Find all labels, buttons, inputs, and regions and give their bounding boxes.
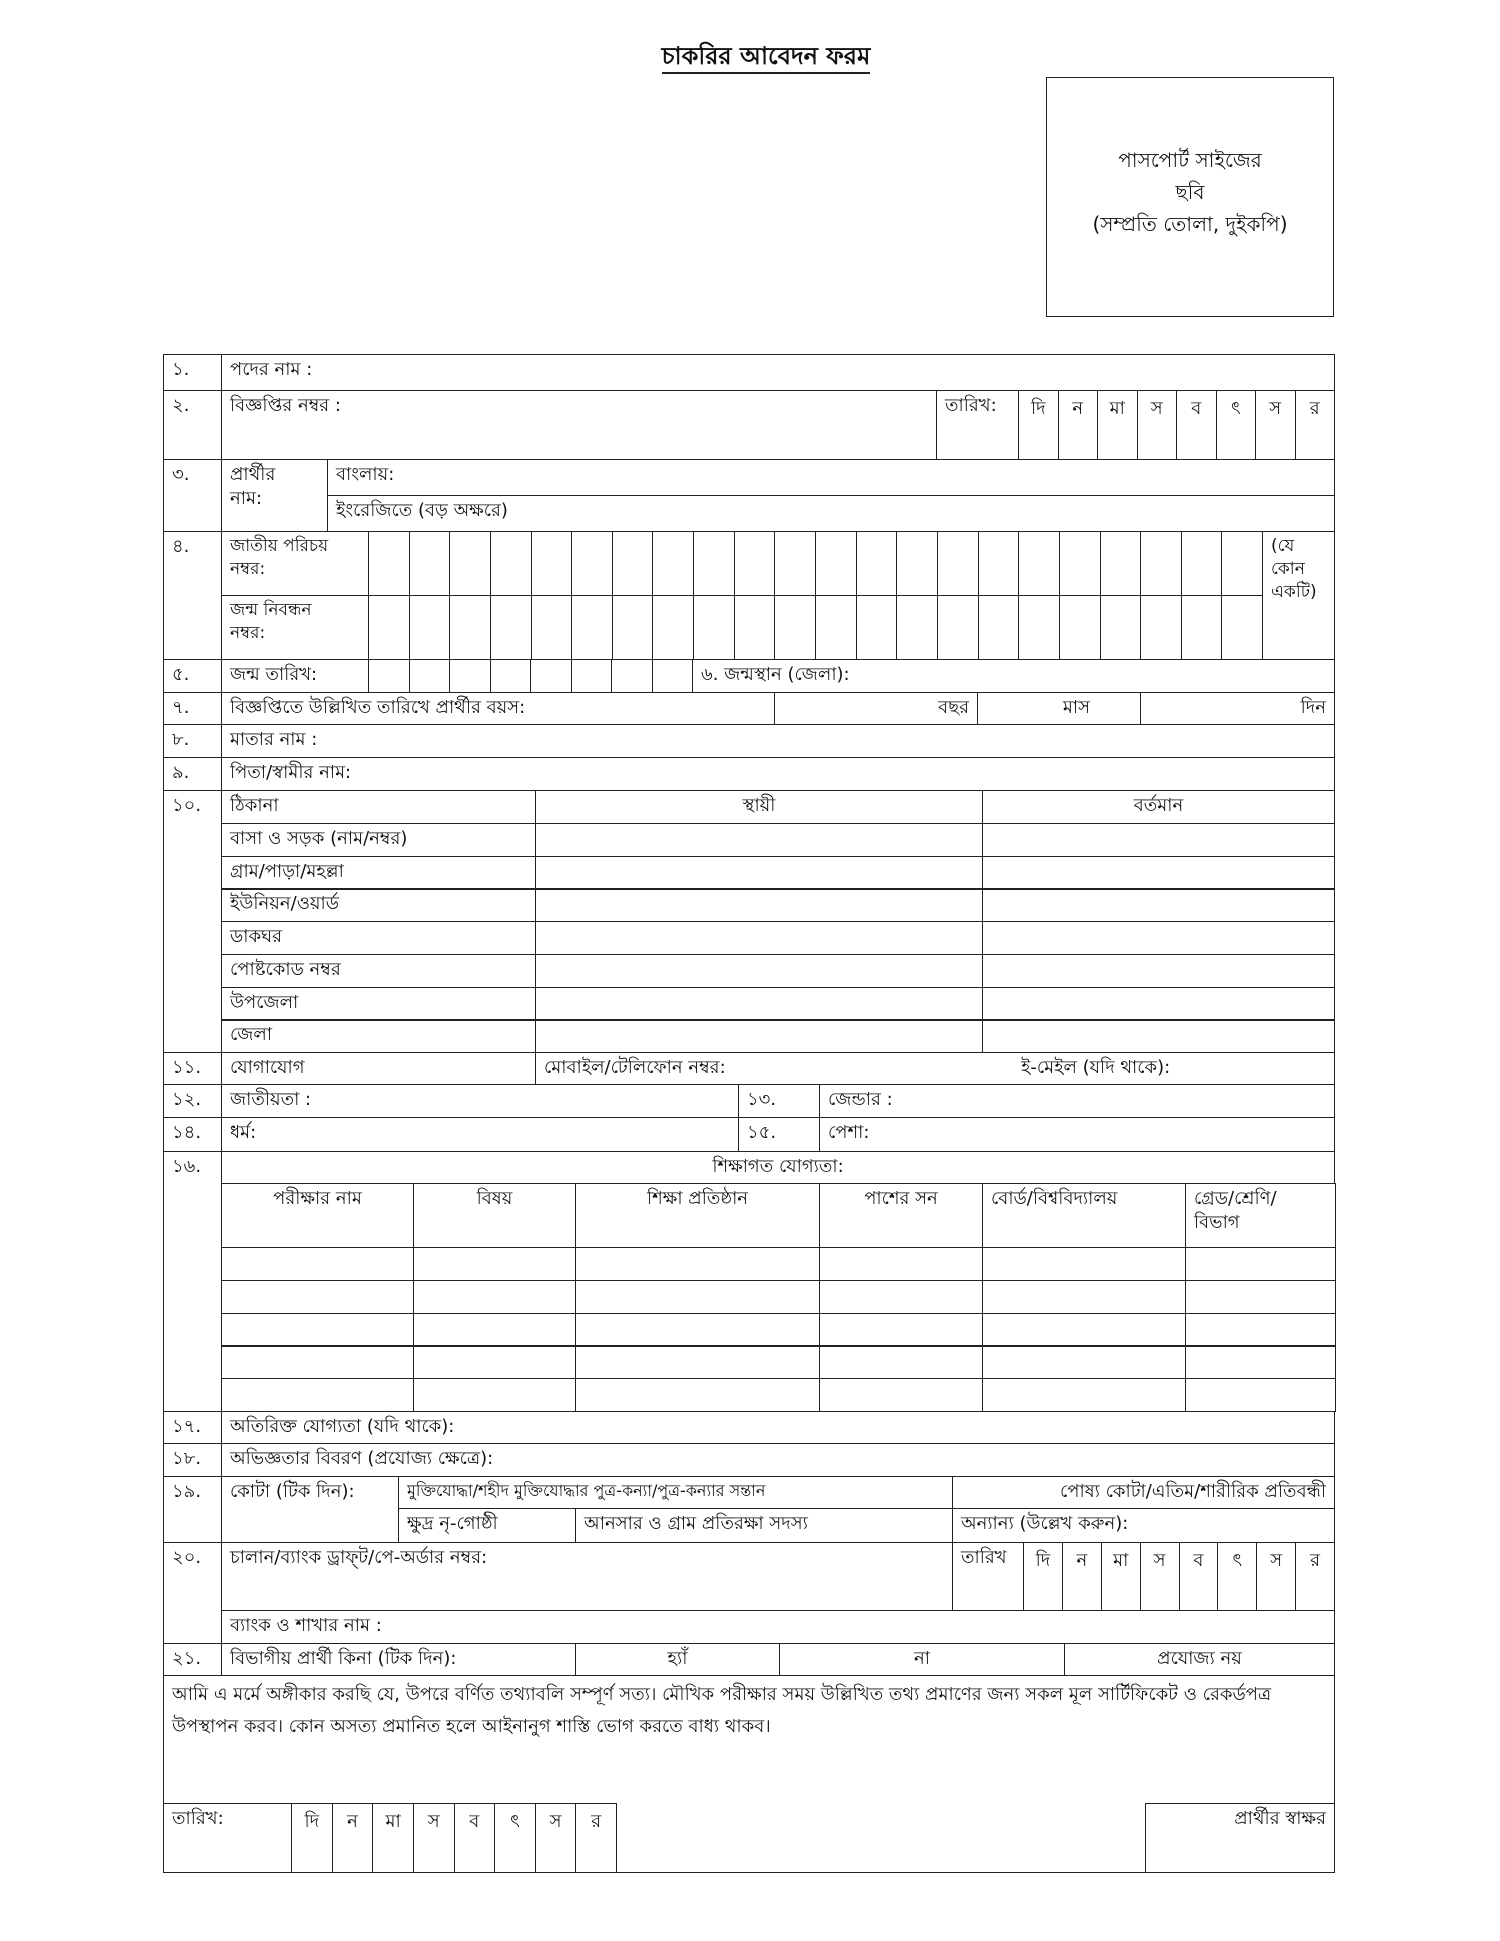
present-address-input[interactable] [982,888,1335,922]
digit-box[interactable] [369,660,409,692]
education-column-header: বিষয় [413,1183,576,1248]
mother-name-field[interactable]: মাতার নাম : [221,724,1335,758]
date-digit-box[interactable]: ব [1176,391,1216,459]
permanent-address-input[interactable] [535,888,983,922]
education-cell[interactable] [575,1247,820,1281]
education-cell[interactable] [221,1313,414,1347]
digit-box[interactable] [774,532,815,595]
nid-label [221,531,369,596]
education-column-header: শিক্ষা প্রতিষ্ঠান [575,1183,820,1248]
digit-box[interactable] [490,532,531,595]
passport-photo-box [1046,77,1334,317]
education-cell[interactable] [221,1378,414,1412]
date-digit-box[interactable]: র [1295,391,1335,459]
education-cell[interactable] [413,1280,576,1314]
footer-date-boxes[interactable] [291,1803,617,1873]
address-field-label: বাসা ও সড়ক (নাম/নম্বর) [221,823,536,857]
digit-box[interactable] [490,596,531,659]
digit-box[interactable] [1181,532,1222,595]
digit-box[interactable] [1100,532,1141,595]
signature-field[interactable]: প্রার্থীর স্বাক্ষর [1145,1803,1335,1873]
digit-box[interactable] [1059,532,1100,595]
label-line: প্রার্থীর [230,464,276,485]
nid-digit-boxes[interactable] [368,531,1263,596]
digit-box[interactable] [531,532,572,595]
education-cell[interactable] [413,1313,576,1347]
digit-box[interactable] [530,660,571,692]
digit-box[interactable] [1059,596,1100,659]
education-cell[interactable] [413,1247,576,1281]
digit-box[interactable] [449,532,490,595]
digit-box[interactable] [856,596,897,659]
permanent-address-input[interactable] [535,1019,983,1053]
present-address-input[interactable] [982,987,1335,1021]
education-cell[interactable] [575,1313,820,1347]
birth-reg-digit-boxes[interactable] [368,595,1263,660]
dob-boxes[interactable] [368,659,693,693]
date-digit-box[interactable]: ৎ [1216,391,1256,459]
label-line: নম্বর: [230,558,266,579]
education-cell[interactable] [1185,1280,1336,1314]
education-cell[interactable] [982,1345,1186,1379]
education-cell[interactable] [982,1313,1186,1347]
row-number: ৩. [163,459,222,532]
digit-box[interactable] [693,532,734,595]
circular-date-label: তারিখ: [936,390,1019,460]
address-field-label: জেলা [221,1019,536,1053]
quota-ansar-vdp[interactable]: আনসার ও গ্রাম প্রতিরক্ষা সদস্য [575,1508,953,1543]
education-cell[interactable] [819,1378,983,1412]
row-number: ১৮. [163,1443,222,1477]
education-cell[interactable] [982,1280,1186,1314]
date-digit-box[interactable]: মা [372,1804,413,1872]
row-number: ১৯. [163,1476,222,1543]
digit-box[interactable] [1221,596,1262,659]
occupation-field[interactable]: পেশা: [819,1117,1335,1152]
date-digit-box[interactable]: ব [454,1804,495,1872]
digit-box[interactable] [612,596,653,659]
permanent-address-input[interactable] [535,954,983,988]
row-number: ৯. [163,757,222,791]
digit-box[interactable] [896,596,937,659]
applicant-name-label [221,459,328,532]
photo-label-1: পাসপোর্ট সাইজের [1118,148,1262,172]
digit-box[interactable] [571,532,612,595]
education-cell[interactable] [819,1247,983,1281]
photo-label-3: (সম্প্রতি তোলা, দুইকপি) [1092,212,1288,236]
date-digit-box[interactable]: স [1256,1543,1295,1610]
date-digit-box[interactable]: দি [1035,1550,1051,1571]
row-number: ১৩. [738,1084,820,1118]
row-number: ১. [163,354,222,391]
date-digit-box[interactable]: ব [1179,1543,1218,1610]
education-cell[interactable] [982,1378,1186,1412]
email-label: ই-মেইল (যদি থাকে): [1021,1057,1171,1078]
contact-label: যোগাযোগ [221,1052,536,1085]
additional-qualification-field[interactable]: অতিরিক্ত যোগ্যতা (যদি থাকে): [221,1411,1335,1444]
permanent-address-input[interactable] [535,823,983,857]
digit-box[interactable] [611,660,652,692]
address-field-label: ইউনিয়ন/ওয়ার্ড [221,888,536,922]
name-bangla-field[interactable]: বাংলায়: [327,459,1335,496]
education-cell[interactable] [221,1345,414,1379]
date-digit-box[interactable]: স [535,1804,576,1872]
digit-box[interactable] [734,532,775,595]
education-header: শিক্ষাগত যোগ্যতা: [221,1151,1335,1184]
row-number: ১৪. [163,1117,222,1152]
education-cell[interactable] [221,1247,414,1281]
education-cell[interactable] [1185,1378,1336,1412]
row-number: ১৬. [163,1151,222,1412]
digit-box[interactable] [409,660,450,692]
date-digit-box[interactable]: স [1255,391,1295,459]
digit-box[interactable] [1181,596,1222,659]
address-field-label: গ্রাম/পাড়া/মহল্লা [221,856,536,890]
education-cell[interactable] [982,1247,1186,1281]
date-digit-box[interactable]: স [1137,391,1177,459]
challan-date-boxes[interactable] [1023,1542,1335,1611]
one-of-them-note: (যে কোন একটি) [1262,531,1335,660]
digit-box[interactable] [734,596,775,659]
row-number: ১০. [163,790,222,1053]
bank-branch-field[interactable]: ব্যাংক ও শাখার নাম : [221,1610,1335,1644]
father-husband-name-field[interactable]: পিতা/স্বামীর নাম: [221,757,1335,791]
digit-box[interactable] [815,532,856,595]
digit-box[interactable] [815,596,856,659]
digit-box[interactable] [1221,532,1262,595]
present-address-input[interactable] [982,1019,1335,1053]
date-digit-box[interactable]: দি [304,1811,320,1832]
date-digit-box[interactable]: মা [1097,391,1137,459]
digit-box[interactable] [652,596,693,659]
label-line: জাতীয় পরিচয় [230,536,329,556]
row-number: ২০. [163,1542,222,1644]
age-years-field[interactable]: বছর [774,692,978,725]
date-digit-box[interactable]: ন [332,1804,373,1872]
present-address-input[interactable] [982,856,1335,890]
digit-box[interactable] [937,596,978,659]
date-digit-box[interactable]: ন [1062,1543,1101,1610]
row-number: ১২. [163,1084,222,1118]
address-field-label: উপজেলা [221,987,536,1021]
row-number: ২১. [163,1643,222,1676]
present-address-input[interactable] [982,921,1335,955]
education-cell[interactable] [575,1345,820,1379]
permanent-address-input[interactable] [535,921,983,955]
departmental-no-option[interactable]: না [779,1643,1065,1676]
date-digit-box[interactable]: ৎ [494,1804,535,1872]
departmental-label: বিভাগীয় প্রার্থী কিনা (টিক দিন): [221,1643,576,1676]
digit-box[interactable] [369,596,409,659]
age-label: বিজ্ঞপ্তিতে উল্লিখিত তারিখে প্রার্থীর বয়স: [221,692,775,725]
label-line: নম্বর: [230,622,266,643]
nationality-field[interactable]: জাতীয়তা : [221,1084,739,1118]
digit-box[interactable] [978,532,1019,595]
digit-box[interactable] [652,660,693,692]
date-digit-box[interactable]: স [413,1804,454,1872]
religion-field[interactable]: ধর্ম: [221,1117,739,1152]
education-cell[interactable] [819,1280,983,1314]
digit-box[interactable] [652,532,693,595]
date-digit-box[interactable]: দি [1030,398,1046,419]
declaration-text: আমি এ মর্মে অঙ্গীকার করছি যে, উপরে বর্ণিত তথ্যাবলি সম্পূর্ণ সত্য। মৌখিক পরীক্ষার সময় উল্লিখিত তথ্য প্রমাণের জন্য সকল মূল সার্টিফিকেট ও রেকর্ডপত্র উপস্থাপন করব। কোন অসত্য প্রমানিত হলে আইনানুগ শাস্তি ভোগ করতে বাধ্য থাকব। [163,1675,1335,1804]
label-line: জন্ম নিবন্ধন [230,600,312,620]
digit-box[interactable] [449,660,490,692]
address-field-label: পোষ্টকোড নম্বর [221,954,536,988]
circular-number-field[interactable]: বিজ্ঞপ্তির নম্বর : [221,390,937,460]
phone-label: মোবাইল/টেলিফোন নম্বর: [544,1057,726,1078]
date-digit-box[interactable]: মা [1101,1543,1140,1610]
digit-box[interactable] [1100,596,1141,659]
form-title: চাকরির আবেদন ফরম [0,38,1500,78]
education-cell[interactable] [1185,1345,1336,1379]
education-cell[interactable] [575,1280,820,1314]
education-cell[interactable] [819,1313,983,1347]
quota-other[interactable]: অন্যান্য (উল্লেখ করুন): [952,1508,1335,1543]
education-cell[interactable] [413,1378,576,1412]
post-name-field[interactable]: পদের নাম : [221,354,1335,391]
education-column-header: গ্রেড/শ্রেণি/ বিভাগ [1185,1183,1336,1248]
row-number: ১৭. [163,1411,222,1444]
date-digit-box[interactable]: ন [1058,391,1098,459]
address-header: ঠিকানা [221,790,536,824]
row-number: ৪. [163,531,222,660]
row-number: ১৫. [738,1117,820,1152]
digit-box[interactable] [1140,596,1181,659]
date-digit-box[interactable]: র [575,1804,616,1872]
departmental-na-option[interactable]: প্রযোজ্য নয় [1064,1643,1335,1676]
challan-date-label: তারিখ [952,1542,1024,1611]
quota-ethnic-minority[interactable]: ক্ষুদ্র নৃ-গোষ্ঠী [398,1508,576,1543]
digit-box[interactable] [612,532,653,595]
digit-box[interactable] [1018,596,1059,659]
education-column-header: পাশের সন [819,1183,983,1248]
row-number: ২. [163,390,222,460]
date-digit-box[interactable]: ৎ [1217,1543,1256,1610]
age-days-field[interactable]: দিন [1140,692,1335,725]
digit-box[interactable] [856,532,897,595]
row-number: ৭. [163,692,222,725]
birth-reg-label [221,595,369,660]
digit-box[interactable] [409,532,450,595]
education-cell[interactable] [575,1378,820,1412]
digit-box[interactable] [369,532,409,595]
education-cell[interactable] [221,1280,414,1314]
digit-box[interactable] [693,596,734,659]
address-field-label: ডাকঘর [221,921,536,955]
education-cell[interactable] [413,1345,576,1379]
education-column-header: বোর্ড/বিশ্ববিদ্যালয় [982,1183,1186,1248]
label-line: নাম: [230,488,263,510]
quota-label: কোটা (টিক দিন): [221,1476,399,1543]
age-months-field[interactable]: মাস [977,692,1141,725]
present-address-input[interactable] [982,954,1335,988]
quota-ward-orphan-disabled[interactable]: পোষ্য কোটা/এতিম/শারীরিক প্রতিবন্ধী [952,1476,1335,1509]
photo-label-2: ছবি [1175,180,1205,204]
row-number: ৫. [163,659,222,693]
digit-box[interactable] [531,596,572,659]
education-cell[interactable] [819,1345,983,1379]
present-address-input[interactable] [982,823,1335,857]
permanent-address-input[interactable] [535,856,983,890]
circular-date-boxes[interactable] [1018,390,1335,460]
footer-date-label: তারিখ: [163,1803,292,1873]
education-column-header: পরীক্ষার নাম [221,1183,414,1248]
digit-box[interactable] [896,532,937,595]
birthplace-field[interactable]: ৬. জন্মস্থান (জেলা): [692,659,1335,693]
present-header: বর্তমান [982,790,1335,824]
digit-box[interactable] [978,596,1019,659]
date-digit-box[interactable]: র [1295,1543,1334,1610]
row-number: ৮. [163,724,222,758]
education-cell[interactable] [1185,1313,1336,1347]
quota-freedom-fighter[interactable]: মুক্তিযোদ্ধা/শহীদ মুক্তিযোদ্ধার পুত্র-কন্যা/পুত্র-কন্যার সন্তান [398,1476,953,1509]
experience-field[interactable]: অভিজ্ঞতার বিবরণ (প্রযোজ্য ক্ষেত্রে): [221,1443,1335,1477]
education-cell[interactable] [1185,1247,1336,1281]
contact-field[interactable] [535,1052,1335,1085]
digit-box[interactable] [1140,532,1181,595]
name-english-field[interactable]: ইংরেজিতে (বড় অক্ষরে) [327,495,1335,532]
date-digit-box[interactable]: স [1140,1543,1179,1610]
permanent-address-input[interactable] [535,987,983,1021]
dob-label: জন্ম তারিখ: [221,659,369,693]
gender-field[interactable]: জেন্ডার : [819,1084,1335,1118]
digit-box[interactable] [490,660,531,692]
digit-box[interactable] [937,532,978,595]
permanent-header: স্থায়ী [535,790,983,824]
departmental-yes-option[interactable]: হ্যাঁ [575,1643,780,1676]
digit-box[interactable] [1018,532,1059,595]
digit-box[interactable] [409,596,450,659]
digit-box[interactable] [774,596,815,659]
row-number: ১১. [163,1052,222,1085]
digit-box[interactable] [571,660,612,692]
digit-box[interactable] [449,596,490,659]
challan-number-field[interactable]: চালান/ব্যাংক ড্রাফ্‌ট/পে-অর্ডার নম্বর: [221,1542,953,1611]
digit-box[interactable] [571,596,612,659]
